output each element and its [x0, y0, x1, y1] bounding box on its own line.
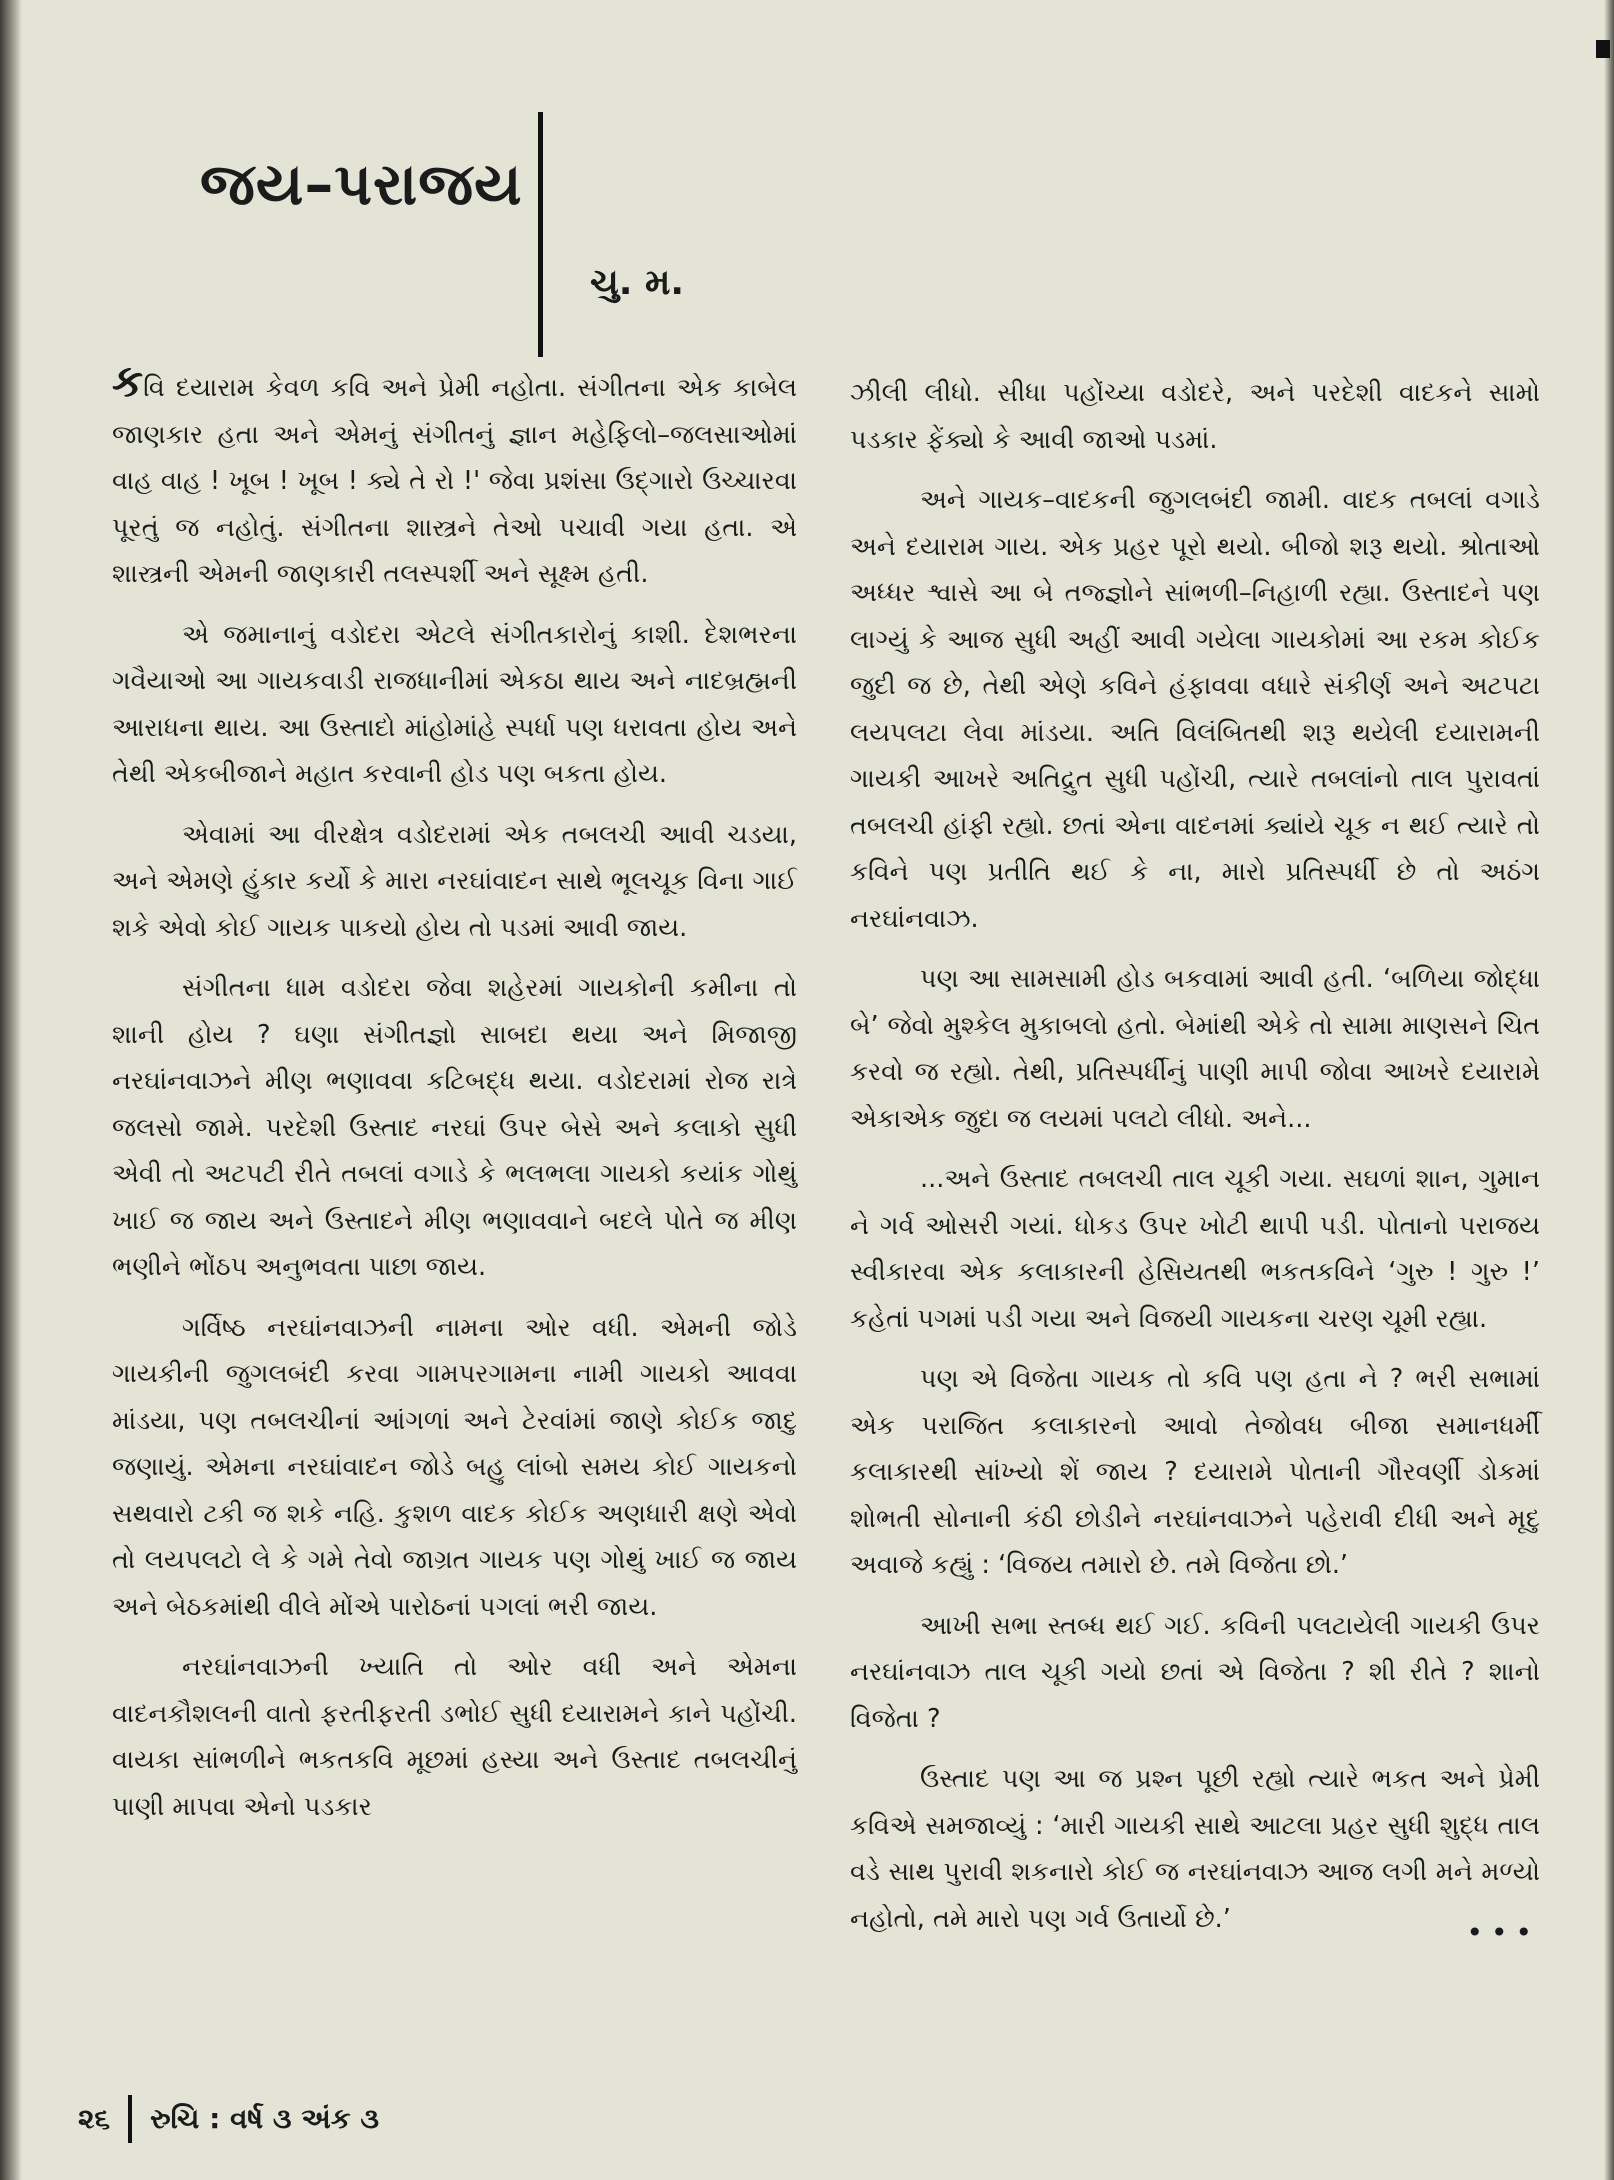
paragraph: ...અને ઉસ્તાદ તબલચી તાલ ચૂકી ગયા. સઘળાં શાન, ગુમાન ને ગર્વ ઓસરી ગયાં. ધોકડ ઉપર ખોટી થાપી પડી. પોતાનો પરાજય સ્વીકારવા એક કલાકારની હેસિયતથી ભકતકવિને ‘ગુરુ ! ગુરુ !’ કહેતાં પગમાં પડી ગયા અને વિજયી ગાયકના ચરણ ચૂમી રહ્યા.	[850, 1164, 1540, 1334]
paragraph: ઉસ્તાદ પણ આ જ પ્રશ્ન પૂછી રહ્યો ત્યારે ભકત અને પ્રેમી કવિએ સમજાવ્યું : ‘મારી ગાયકી સાથે આટલા પ્રહર સુધી શુદ્ધ તાલ વડે સાથ પુરાવી શકનારો કોઈ જ નરઘાંનવાઝ આજ લગી મને મળ્યો નહોતો, તમે મારો પણ ગર્વ ઉતાર્યો છે.’	[850, 1764, 1540, 1934]
page-number: ૨૬	[78, 2102, 111, 2135]
paragraph: નરઘાંનવાઝની ખ્યાતિ તો ઓર વધી અને એમના વાદનકૌશલની વાતો ફરતીફરતી ડભોઈ સુધી દયારામને કાને પહોંચી. વાયકા સાંભળીને ભકતકવિ મૂછમાં હસ્યા અને ઉસ્તાદ તબલચીનું પાણી માપવા એનો પડકાર	[112, 1652, 797, 1822]
paragraph: એવામાં આ વીરક્ષેત્ર વડોદરામાં એક તબલચી આવી ચડયા, અને એમણે હુંકાર કર્યો કે મારા નરઘાંવાદન સાથે ભૂલચૂક વિના ગાઈ શકે એવો કોઈ ગાયક પાકયો હોય તો પડમાં આવી જાય.	[112, 819, 797, 943]
paragraph: આખી સભા સ્તબ્ધ થઈ ગઈ. કવિની પલટાયેલી ગાયકી ઉપર નરઘાંનવાઝ તાલ ચૂકી ગયો છતાં એ વિજેતા ? શી રીતે ? શાનો વિજેતા ?	[850, 1610, 1540, 1734]
article-title: જય–પરાજય	[200, 150, 523, 218]
page-footer	[78, 2095, 379, 2143]
paragraph	[112, 356, 797, 598]
paragraph: પણ આ સામસામી હોડ બકવામાં આવી હતી. ‘બળિયા જોદ્ધા બે’ જેવો મુશ્કેલ મુકાબલો હતો. બેમાંથી એકે તો સામા માણસને ચિત કરવો જ રહ્યો. તેથી, પ્રતિસ્પર્ધીનું પાણી માપી જોવા આખરે દયારામે એકાએક જુદા જ લયમાં પલટો લીધો. અને...	[850, 964, 1540, 1134]
paragraph: અને ગાયક–વાદકની જુગલબંદી જામી. વાદક તબલાં વગાડે અને દયારામ ગાય. એક પ્રહર પૂરો થયો. બીજો શરૂ થયો. શ્રોતાઓ અધ્ધર શ્વાસે આ બે તજ્જ્ઞોને સાંભળી–નિહાળી રહ્યા. ઉસ્તાદને પણ લાગ્યું કે આજ સુધી અહીં આવી ગયેલા ગાયકોમાં આ રકમ કોઈક જુદી જ છે, તેથી એણે કવિને હંફાવવા વધારે સંકીર્ણ અને અટપટા લયપલટા લેવા માંડયા. અતિ વિલંબિતથી શરૂ થયેલી દયારામની ગાયકી આખરે અતિદ્રુત સુધી પહોંચી, ત્યારે તબલાંનો તાલ પુરાવતાં તબલચી હાંફી રહ્યો. છતાં એના વાદનમાં ક્યાંયે ચૂક ન થઈ ત્યારે તો કવિને પણ પ્રતીતિ થઈ કે ના, મારો પ્રતિસ્પર્ધી છે તો અઠંગ નરઘાંનવાઝ.	[850, 485, 1540, 934]
magazine-issue: રુચિ : વર્ષ ૩ અંક ૩	[150, 2102, 380, 2135]
left-column	[112, 356, 797, 1844]
paragraph: સંગીતના ધામ વડોદરા જેવા શહેરમાં ગાયકોની કમીના તો શાની હોય ? ઘણા સંગીતજ્ઞો સાબદા થયા અને મિજાજી નરઘાંનવાઝને મીણ ભણાવવા કટિબદ્ધ થયા. વડોદરામાં રોજ રાત્રે જલસો જામે. પરદેશી ઉસ્તાદ નરઘાં ઉપર બેસે અને કલાકો સુધી એવી તો અટપટી રીતે તબલાં વગાડે કે ભલભલા ગાયકો કયાંક ગોથું ખાઈ જ જાય અને ઉસ્તાદને મીણ ભણાવવાને બદલે પોતે જ મીણ ભણીને ભોંઠપ અનુભવતા પાછા જાય.	[112, 973, 797, 1282]
page-edge-shadow	[1604, 0, 1614, 2180]
article-author: ચુ. મ.	[590, 262, 685, 303]
paragraph-text: વિ દયારામ કેવળ કવિ અને પ્રેમી નહોતા. સંગીતના એક કાબેલ જાણકાર હતા અને એમનું સંગીતનું જ્ઞાન મહેફિલો–જલસાઓમાં વાહ વાહ ! ખૂબ ! ખૂબ ! ક્યે તે રો !' જેવા પ્રશંસા ઉદ્ગારો ઉચ્ચારવા પૂરતું જ નહોતું. સંગીતના શાસ્ત્રને તેઓ પચાવી ગયા હતા. એ શાસ્ત્રની એમની જાણકારી તલસ્પર્શી અને સૂક્ષ્મ હતી.	[112, 373, 797, 589]
paragraph: ગર્વિષ્ઠ નરઘાંનવાઝની નામના ઓર વધી. એમની જોડે ગાયકીની જુગલબંદી કરવા ગામપરગામના નામી ગાયકો આવવા માંડયા, પણ તબલચીનાં આંગળાં અને ટેરવાંમાં જાણે કોઈક જાદુ જણાયું. એમના નરઘાંવાદન જોડે બહુ લાંબો સમય કોઈ ગાયકનો સથવારો ટકી જ શકે નહિ. કુશળ વાદક કોઈક અણધારી ક્ષણે એવો તો લયપલટો લે કે ગમે તેવો જાગ્રત ગાયક પણ ગોથું ખાઈ જ જાય અને બેઠકમાંથી વીલે મોંએ પારોઠનાં પગલાં ભરી જાય.	[112, 1312, 797, 1622]
corner-mark	[1596, 40, 1610, 58]
page-gutter-shadow	[0, 0, 22, 2180]
right-column	[850, 370, 1540, 1957]
end-mark: •••	[1466, 1916, 1540, 1949]
footer-divider	[128, 2095, 132, 2143]
title-divider	[538, 112, 543, 357]
paragraph: એ જમાનાનું વડોદરા એટલે સંગીતકારોનું કાશી. દેશભરના ગવૈયાઓ આ ગાયકવાડી રાજધાનીમાં એકઠા થાય અને નાદબ્રહ્મની આરાધના થાય. આ ઉસ્તાદો માંહોમાંહે સ્પર્ધા પણ ધરાવતા હોય અને તેથી એકબીજાને મહાત કરવાની હોડ પણ બકતા હોય.	[112, 619, 797, 789]
paragraph: પણ એ વિજેતા ગાયક તો કવિ પણ હતા ને ? ભરી સભામાં એક પરાજિત કલાકારનો આવો તેજોવધ બીજા સમાનધર્મી કલાકારથી સાંખ્યો શેં જાય ? દયારામે પોતાની ગૌરવર્ણી ડોકમાં શોભતી સોનાની કંઠી છોડીને નરઘાંનવાઝને પહેરાવી દીધી અને મૃદુ અવાજે કહ્યું : ‘વિજય તમારો છે. તમે વિજેતા છો.’	[850, 1364, 1540, 1580]
paragraph: ઝીલી લીધો. સીધા પહોંચ્યા વડોદરે, અને પરદેશી વાદકને સામો પડકાર ફેંક્યો કે આવી જાઓ પડમાં.	[850, 378, 1540, 455]
drop-cap: ક	[112, 356, 144, 407]
